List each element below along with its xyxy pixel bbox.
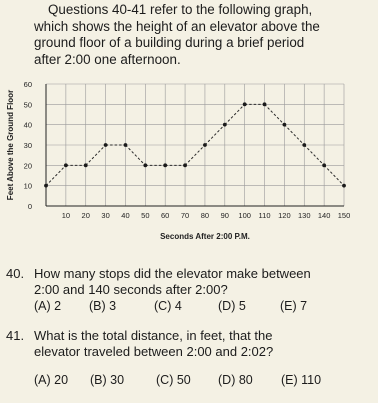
data-point-0 <box>44 184 48 188</box>
q41-choice-a[interactable]: (A) 20 <box>34 373 69 387</box>
data-point-13 <box>302 143 306 147</box>
series-segment-0 <box>46 165 66 185</box>
question-41-choices <box>6 373 372 389</box>
q40-choice-c[interactable]: (C) 4 <box>154 299 182 313</box>
question-40-number: 40. <box>6 266 25 281</box>
data-point-4 <box>124 143 128 147</box>
chart-ticks <box>24 80 351 220</box>
x-tick-label-9: 100 <box>238 211 251 220</box>
x-tick-label-4: 50 <box>141 211 150 220</box>
question-41-line-2: elevator traveled between 2:00 and 2:02? <box>34 343 274 359</box>
data-point-3 <box>104 143 108 147</box>
series-segment-12 <box>284 125 304 145</box>
x-tick-label-5: 60 <box>161 211 170 220</box>
series-segment-7 <box>185 145 205 165</box>
chart-svg <box>0 78 378 264</box>
elevator-height-chart <box>0 78 378 264</box>
q40-choice-b[interactable]: (B) 3 <box>89 299 117 313</box>
y-tick-label-5: 50 <box>23 100 32 110</box>
data-point-15 <box>342 184 346 188</box>
data-point-10 <box>243 102 247 106</box>
data-point-12 <box>283 123 287 127</box>
q41-choice-d[interactable]: (D) 80 <box>218 373 253 387</box>
y-axis-label: Feet Above the Ground Floor <box>6 89 15 201</box>
x-tick-label-7: 80 <box>200 211 210 220</box>
x-tick-label-8: 90 <box>220 211 229 220</box>
q40-choice-d[interactable]: (D) 5 <box>218 299 246 313</box>
x-tick-label-11: 120 <box>278 211 291 220</box>
series-segment-11 <box>265 104 285 124</box>
intro-line-4: after 2:00 one afternoon. <box>34 51 181 67</box>
x-tick-label-10: 110 <box>258 211 271 220</box>
data-point-5 <box>143 163 147 167</box>
data-point-2 <box>84 163 88 167</box>
data-point-9 <box>223 123 227 127</box>
q40-choice-a[interactable]: (A) 2 <box>34 299 62 313</box>
x-axis-label: Seconds After 2:00 P.M. <box>160 232 250 241</box>
q41-choice-c[interactable]: (C) 50 <box>156 373 191 387</box>
intro-text <box>34 2 364 68</box>
series-segment-9 <box>225 104 245 124</box>
series-segment-2 <box>86 145 106 165</box>
x-tick-label-13: 140 <box>317 211 331 220</box>
data-point-1 <box>64 163 68 167</box>
question-40-choices <box>6 299 372 315</box>
x-tick-label-3: 40 <box>121 211 130 220</box>
y-tick-label-4: 40 <box>23 120 32 130</box>
y-tick-label-1: 10 <box>23 181 32 191</box>
y-tick-label-2: 20 <box>23 161 32 171</box>
question-40 <box>6 266 372 315</box>
x-tick-label-12: 130 <box>298 211 311 220</box>
intro-line-3: ground floor of a building during a brief period <box>34 35 305 50</box>
q41-choice-b[interactable]: (B) 30 <box>90 373 125 387</box>
chart-grid <box>46 84 344 206</box>
series-segment-14 <box>324 165 344 185</box>
intro-line-1: Questions 40-41 refer to the following graph, <box>48 2 313 17</box>
y-tick-label-0: 0 <box>27 202 32 211</box>
y-tick-label-6: 60 <box>23 80 32 89</box>
series-segment-8 <box>205 125 225 145</box>
data-point-6 <box>163 163 167 167</box>
data-point-11 <box>263 102 267 106</box>
x-tick-label-2: 30 <box>101 211 110 220</box>
data-point-8 <box>203 143 207 147</box>
data-point-7 <box>183 163 187 167</box>
data-point-14 <box>322 163 326 167</box>
x-tick-label-1: 20 <box>81 211 90 220</box>
y-tick-label-3: 30 <box>23 141 32 150</box>
intro-line-2: which shows the height of an elevator above the <box>34 18 320 34</box>
series-segment-4 <box>125 145 145 165</box>
question-40-line-1: How many stops did the elevator make between <box>34 266 311 281</box>
x-tick-label-6: 70 <box>180 211 190 220</box>
question-41-line-1: What is the total distance, in feet, that the <box>34 328 273 343</box>
q41-choice-e[interactable]: (E) 110 <box>281 373 322 387</box>
x-tick-label-14: 150 <box>337 211 351 220</box>
x-tick-label-0: 10 <box>61 211 71 220</box>
question-40-line-2: 2:00 and 140 seconds after 2:00? <box>34 281 228 297</box>
q40-choice-e[interactable]: (E) 7 <box>280 299 308 313</box>
question-41-number: 41. <box>6 328 25 343</box>
series-segment-13 <box>304 145 324 165</box>
question-41 <box>6 328 372 389</box>
